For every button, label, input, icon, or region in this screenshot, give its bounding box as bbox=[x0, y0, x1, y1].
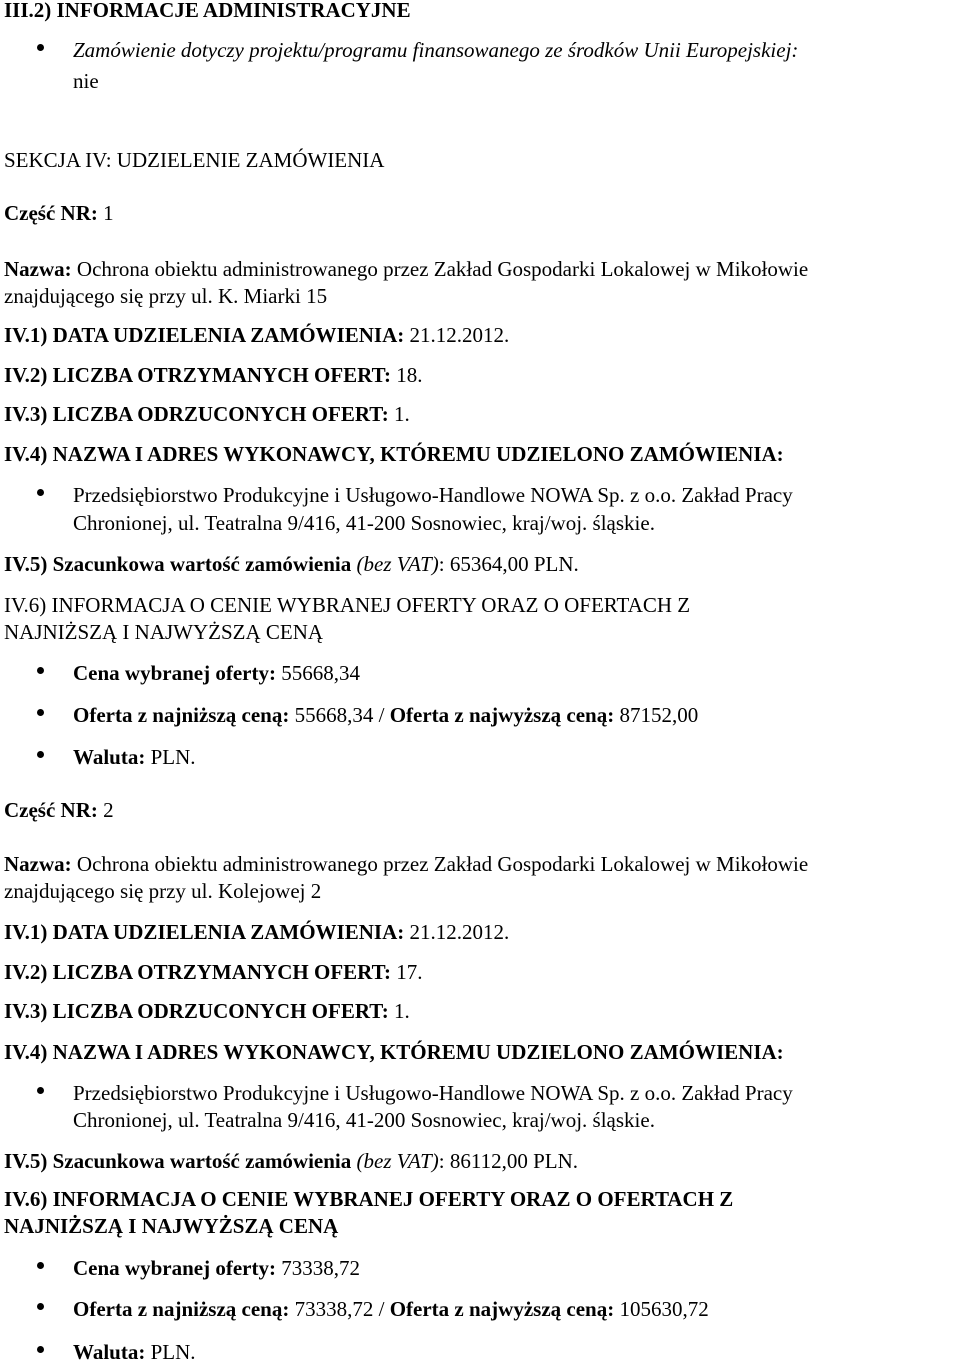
price-range-1 bbox=[73, 702, 698, 728]
price-heading-2-cont: NAJNIŻSZĄ I NAJWYŻSZĄ CENĄ bbox=[4, 1214, 339, 1238]
offers-rejected-1 bbox=[4, 401, 410, 427]
contract-name-2 bbox=[4, 851, 808, 877]
name-label: Nazwa: bbox=[4, 852, 72, 876]
contract-name-1-cont: znajdującego się przy ul. K. Miarki 15 bbox=[4, 284, 328, 308]
currency-1 bbox=[73, 744, 196, 770]
contractor-line-2: Chronionej, ul. Teatralna 9/416, 41-200 Sosnowiec, kraj/woj. śląskie. bbox=[73, 1108, 655, 1132]
bullet bbox=[35, 1303, 45, 1313]
currency-2 bbox=[73, 1339, 196, 1365]
section-heading-admin: III.2) INFORMACJE ADMINISTRACYJNE bbox=[4, 0, 411, 22]
highest-price-value: 87152,00 bbox=[619, 703, 699, 727]
selected-price-label: Cena wybranej oferty: bbox=[73, 1256, 276, 1280]
selected-price-value: 73338,72 bbox=[281, 1256, 360, 1280]
selected-price-2 bbox=[73, 1255, 360, 1281]
lowest-price-value: 73338,72 bbox=[294, 1297, 374, 1321]
estimate-note: (bez VAT) bbox=[356, 552, 439, 576]
part-number-1 bbox=[4, 200, 114, 226]
offers-rejected-value: 1. bbox=[393, 999, 410, 1023]
currency-label: Waluta: bbox=[73, 1340, 146, 1364]
bullet bbox=[35, 751, 45, 761]
price-heading-2: IV.6) INFORMACJA O CENIE WYBRANEJ OFERTY ORAZ O OFERTACH Z bbox=[4, 1187, 734, 1211]
lowest-price-label: Oferta z najniższą ceną: bbox=[73, 703, 290, 727]
part-value: 2 bbox=[103, 798, 114, 822]
award-date-2 bbox=[4, 919, 509, 945]
award-date-label: IV.1) DATA UDZIELENIA ZAMÓWIENIA: bbox=[4, 323, 405, 347]
offers-received-value: 18. bbox=[396, 363, 423, 387]
offers-rejected-2 bbox=[4, 998, 410, 1024]
part-label: Część NR: bbox=[4, 201, 98, 225]
bullet bbox=[35, 1262, 45, 1272]
estimated-value-1 bbox=[4, 551, 579, 577]
award-date-label: IV.1) DATA UDZIELENIA ZAMÓWIENIA: bbox=[4, 920, 405, 944]
selected-price-label: Cena wybranej oferty: bbox=[73, 661, 276, 685]
currency-value: PLN. bbox=[150, 745, 196, 769]
bullet bbox=[35, 667, 45, 677]
name-value: Ochrona obiektu administrowanego przez Zakład Gospodarki Lokalowej w Mikołowie bbox=[76, 852, 809, 876]
estimated-value-2 bbox=[4, 1148, 578, 1174]
price-range-2 bbox=[73, 1296, 709, 1322]
eu-project-label: Zamówienie dotyczy projektu/programu finansowanego ze środków Unii Europejskiej: bbox=[73, 38, 799, 62]
offers-received-value: 17. bbox=[396, 960, 423, 984]
offers-received-label: IV.2) LICZBA OTRZYMANYCH OFERT: bbox=[4, 363, 392, 387]
separator: / bbox=[378, 1297, 385, 1321]
contractor-line-2: Chronionej, ul. Teatralna 9/416, 41-200 Sosnowiec, kraj/woj. śląskie. bbox=[73, 511, 655, 535]
price-heading-1-cont: NAJNIŻSZĄ I NAJWYŻSZĄ CENĄ bbox=[4, 620, 324, 644]
contract-name-2-cont: znajdującego się przy ul. Kolejowej 2 bbox=[4, 879, 322, 903]
award-date-value: 21.12.2012. bbox=[409, 920, 510, 944]
price-heading-1: IV.6) INFORMACJA O CENIE WYBRANEJ OFERTY ORAZ O OFERTACH Z bbox=[4, 593, 691, 617]
separator: / bbox=[378, 703, 385, 727]
offers-received-label: IV.2) LICZBA OTRZYMANYCH OFERT: bbox=[4, 960, 392, 984]
estimate-value: : 86112,00 PLN. bbox=[438, 1149, 578, 1173]
name-label: Nazwa: bbox=[4, 257, 72, 281]
estimate-label: IV.5) Szacunkowa wartość zamówienia bbox=[4, 1149, 352, 1173]
bullet bbox=[35, 1346, 45, 1356]
name-value: Ochrona obiektu administrowanego przez Zakład Gospodarki Lokalowej w Mikołowie bbox=[76, 257, 809, 281]
award-date-value: 21.12.2012. bbox=[409, 323, 510, 347]
bullet bbox=[35, 709, 45, 719]
highest-price-label: Oferta z najwyższą ceną: bbox=[389, 703, 615, 727]
lowest-price-label: Oferta z najniższą ceną: bbox=[73, 1297, 290, 1321]
part-number-2 bbox=[4, 797, 114, 823]
contractor-line-1: Przedsiębiorstwo Produkcyjne i Usługowo-Handlowe NOWA Sp. z o.o. Zakład Pracy bbox=[73, 483, 793, 507]
lowest-price-value: 55668,34 bbox=[294, 703, 374, 727]
contractor-heading-1: IV.4) NAZWA I ADRES WYKONAWCY, KTÓREMU UDZIELONO ZAMÓWIENIA: bbox=[4, 442, 784, 466]
eu-project-value: nie bbox=[73, 69, 99, 93]
selected-price-1 bbox=[73, 660, 360, 686]
part-value: 1 bbox=[103, 201, 114, 225]
section-title: SEKCJA IV: UDZIELENIE ZAMÓWIENIA bbox=[4, 148, 385, 172]
contractor-line-1: Przedsiębiorstwo Produkcyjne i Usługowo-Handlowe NOWA Sp. z o.o. Zakład Pracy bbox=[73, 1081, 793, 1105]
highest-price-value: 105630,72 bbox=[619, 1297, 709, 1321]
bullet bbox=[35, 1087, 45, 1097]
offers-received-2 bbox=[4, 959, 423, 985]
contract-name-1 bbox=[4, 256, 808, 282]
award-date-1 bbox=[4, 322, 509, 348]
bullet bbox=[35, 44, 45, 54]
estimate-label: IV.5) Szacunkowa wartość zamówienia bbox=[4, 552, 352, 576]
offers-received-1 bbox=[4, 362, 423, 388]
part-label: Część NR: bbox=[4, 798, 98, 822]
estimate-note: (bez VAT) bbox=[356, 1149, 439, 1173]
offers-rejected-value: 1. bbox=[393, 402, 410, 426]
offers-rejected-label: IV.3) LICZBA ODRZUCONYCH OFERT: bbox=[4, 999, 389, 1023]
contractor-heading-2: IV.4) NAZWA I ADRES WYKONAWCY, KTÓREMU UDZIELONO ZAMÓWIENIA: bbox=[4, 1040, 784, 1064]
highest-price-label: Oferta z najwyższą ceną: bbox=[389, 1297, 615, 1321]
currency-label: Waluta: bbox=[73, 745, 146, 769]
currency-value: PLN. bbox=[150, 1340, 196, 1364]
offers-rejected-label: IV.3) LICZBA ODRZUCONYCH OFERT: bbox=[4, 402, 389, 426]
estimate-value: : 65364,00 PLN. bbox=[438, 552, 579, 576]
bullet bbox=[35, 489, 45, 499]
selected-price-value: 55668,34 bbox=[281, 661, 360, 685]
